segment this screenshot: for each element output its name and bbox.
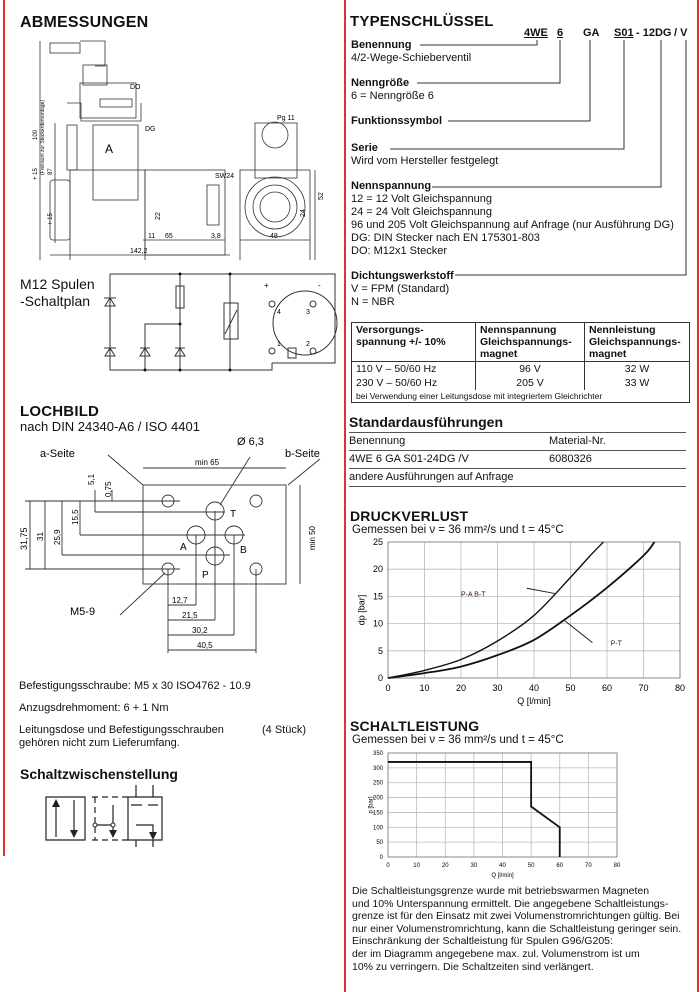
dim-3-8: 3,8 xyxy=(211,233,221,240)
dimensions-drawing xyxy=(15,35,345,260)
series-label-pa-bt: P-A B-T xyxy=(461,591,486,599)
code-voltage: - 12DG xyxy=(636,27,672,39)
code-ga: GA xyxy=(583,27,600,39)
table-row xyxy=(352,376,689,390)
cell: 4WE 6 GA S01-24DG /V xyxy=(349,453,469,465)
intermediate-position-symbol xyxy=(40,785,170,850)
port-a: A xyxy=(180,542,187,553)
diameter-label: Ø 6,3 xyxy=(237,436,264,448)
section-line: 96 und 205 Volt Gleichspannung auf Anfrage (nur Ausführung DG) xyxy=(351,219,674,231)
pin-label-4: 4 xyxy=(277,309,281,316)
delivery-note-line1: Leitungsdose und Befestigungsschrauben xyxy=(19,724,224,736)
header-benennung: Benennung xyxy=(349,435,406,447)
cell: 32 W xyxy=(624,363,650,375)
do-label: DO xyxy=(130,84,141,91)
y-tick-label: 250 xyxy=(372,780,383,787)
x-tick-label: 10 xyxy=(413,863,420,869)
freiraum-label: (Freiraum zur Steckerdemontage) xyxy=(40,99,46,175)
dim-5-1: 5,1 xyxy=(87,473,96,485)
dim-100: 100 xyxy=(33,129,39,140)
pin-label-3: 3 xyxy=(306,309,310,316)
x-axis-label: Q [l/min] xyxy=(517,696,551,706)
dim-15a: + 15 xyxy=(33,168,39,180)
pin-label-2: 2 xyxy=(306,341,310,348)
dim-31: 31 xyxy=(36,532,45,541)
x-tick-label: 60 xyxy=(601,683,613,693)
dim-0-75: 0,75 xyxy=(104,481,113,497)
dim-52: 52 xyxy=(318,192,325,200)
pt-leader-line xyxy=(565,621,592,643)
druckverlust-title: DRUCKVERLUST xyxy=(350,508,469,524)
y-tick-label: 25 xyxy=(372,537,383,547)
typecode-section-funktionssymbol xyxy=(351,115,442,128)
x-tick-label: 70 xyxy=(638,683,649,693)
cell: 205 V xyxy=(476,376,585,390)
header-material: Material-Nr. xyxy=(549,435,606,447)
y-tick-label: 300 xyxy=(372,765,383,772)
lochbild-title: LOCHBILD xyxy=(20,403,100,420)
table-footnote: bei Verwendung einer Leitungsdose mit integriertem Gleichrichter xyxy=(356,391,603,401)
header-nennleistung xyxy=(585,323,690,362)
port-b: B xyxy=(240,545,247,556)
pa-leader-line xyxy=(527,588,556,593)
minus-label: - xyxy=(318,281,321,290)
x-tick-label: 20 xyxy=(441,863,449,869)
schaltplan-title-line1: M12 Spulen xyxy=(20,276,95,292)
druckverlust-condition: Gemessen bei ν = 36 mm²/s und t = 45°C xyxy=(352,524,564,536)
header-line: Nennspannung xyxy=(480,324,557,336)
text-line: Einschränkung der Schaltleistung für Spulen G96/G205: xyxy=(352,935,613,948)
series-line-1 xyxy=(388,542,603,678)
y-tick-label: 20 xyxy=(372,564,383,575)
switching-performance-chart xyxy=(345,745,697,880)
schaltleistung-text xyxy=(352,885,681,973)
x-tick-label: 40 xyxy=(499,863,506,869)
x-tick-label: 0 xyxy=(386,863,390,869)
y-tick-label: 200 xyxy=(372,795,383,802)
code-seal: / V xyxy=(674,27,688,39)
port-t: T xyxy=(230,509,237,520)
header-line: Gleichspannungs- xyxy=(589,336,681,348)
a-seite-label: a-Seite xyxy=(40,448,75,460)
sw-label: SW24 xyxy=(215,173,235,180)
section-line: V = FPM (Standard) xyxy=(351,283,450,295)
dim-48: 48 xyxy=(270,233,278,240)
x-tick-label: 70 xyxy=(585,863,592,869)
schaltplan-title-line2: -Schaltplan xyxy=(20,293,91,309)
section-label: Funktionssymbol xyxy=(351,115,443,127)
cell: 230 V – 50/60 Hz xyxy=(352,376,476,390)
text-line: und 10% Unterspannung ermittelt. Die angegebene Schaltleistungs- xyxy=(352,897,669,910)
y-tick-label: 15 xyxy=(372,591,383,602)
min50-label: min 50 xyxy=(308,525,317,550)
schaltleistung-title: SCHALTLEISTUNG xyxy=(350,718,480,734)
header-versorgung xyxy=(352,323,476,362)
y-tick-label: 0 xyxy=(377,673,383,683)
section-label: Serie xyxy=(351,142,378,154)
standard-table xyxy=(349,432,686,487)
section-line: 6 = Nenngröße 6 xyxy=(351,90,434,102)
screw-note: Befestigungsschraube: M5 x 30 ISO4762 - 10.9 xyxy=(19,680,251,692)
coil-label: A xyxy=(105,142,114,156)
code-6: 6 xyxy=(557,27,564,39)
mounting-pattern-drawing xyxy=(0,435,340,670)
standard-footer-row xyxy=(349,469,686,487)
y-axis-label: p [bar] xyxy=(368,796,375,814)
m5-label: M5-9 xyxy=(70,606,96,618)
x-tick-label: 80 xyxy=(613,863,621,869)
dim-21-5: 21,5 xyxy=(182,611,198,620)
pin-label-1: 1 xyxy=(277,341,281,348)
dg-label: DG xyxy=(145,126,156,133)
cell: 110 V – 50/60 Hz xyxy=(352,362,476,377)
section-label: Nenngröße xyxy=(351,77,410,89)
y-tick-label: 350 xyxy=(372,751,383,757)
min65-label: min 65 xyxy=(195,458,220,467)
pg-label: Pg 11 xyxy=(277,115,295,122)
delivery-note-count: (4 Stück) xyxy=(262,724,307,736)
typecode-section-dichtung xyxy=(351,270,454,309)
y-tick-label: 50 xyxy=(376,840,383,847)
supply-voltage-table xyxy=(351,322,690,403)
right-border xyxy=(697,0,699,992)
typenschluessel-title: TYPENSCHLÜSSEL xyxy=(350,13,494,30)
torque-note: Anzugsdrehmoment: 6 + 1 Nm xyxy=(19,702,169,714)
dim-12-7: 12,7 xyxy=(172,596,188,605)
cell: 6080326 xyxy=(549,453,592,465)
header-nennspannung xyxy=(476,323,585,362)
code-4we: 4WE xyxy=(524,27,548,39)
text-line: nur einer Volumenstromrichtung, kann die Schaltleistung geringer sein. xyxy=(352,922,682,935)
x-tick-label: 20 xyxy=(455,683,467,693)
abmessungen-title: ABMESSUNGEN xyxy=(20,14,149,31)
section-line: Wird vom Hersteller festgelegt xyxy=(351,155,499,167)
dim-142-2: 142,2 xyxy=(130,248,148,255)
section-line: 4/2-Wege-Schieberventil xyxy=(351,52,472,64)
section-line: DG: DIN Stecker nach EN 175301-803 xyxy=(351,232,540,244)
section-label: Dichtungswerkstoff xyxy=(351,270,454,282)
section-line: DO: M12x1 Stecker xyxy=(351,245,447,257)
plus-label: + xyxy=(264,281,269,290)
x-tick-label: 50 xyxy=(565,683,576,693)
delivery-note-line2: gehören nicht zum Lieferumfang. xyxy=(19,737,180,749)
x-tick-label: 60 xyxy=(556,863,564,869)
y-axis-label: dp [bar] xyxy=(356,594,367,626)
dim-31-75: 31,75 xyxy=(19,527,29,550)
table-row xyxy=(349,451,686,469)
y-tick-label: 0 xyxy=(379,855,383,861)
standard-footer: andere Ausführungen auf Anfrage xyxy=(349,471,514,483)
text-line: grenze ist für den Einsatz mit zwei Volumenstromrichtungen gültig. Bei xyxy=(352,910,680,923)
dim-15-5: 15,5 xyxy=(71,509,80,525)
header-line: Versorgungs- xyxy=(356,324,424,336)
y-tick-label: 5 xyxy=(377,645,383,656)
dim-87: 87 xyxy=(48,168,54,175)
text-line: 10% zu verringern. Die Schaltzeiten sind verlängert. xyxy=(352,960,594,973)
typecode-section-nennspannung xyxy=(351,180,674,258)
header-line: Nennleistung xyxy=(589,324,656,336)
section-label: Nennspannung xyxy=(351,180,432,192)
schaltplan-title xyxy=(20,276,95,310)
x-tick-label: 10 xyxy=(419,683,430,693)
header-line: magnet xyxy=(480,348,518,360)
section-line: 12 = 12 Volt Gleichspannung xyxy=(351,193,492,205)
dim-15b: + 15 xyxy=(48,213,54,225)
schaltzwischenstellung-title: Schaltzwischenstellung xyxy=(20,766,178,782)
typecode-section-serie xyxy=(351,142,498,168)
b-seite-label: b-Seite xyxy=(285,448,320,460)
typecode-section-benennung xyxy=(351,39,471,65)
x-tick-label: 40 xyxy=(528,683,540,693)
dim-30-2: 30,2 xyxy=(192,626,208,635)
code-s01: S01 xyxy=(614,27,634,39)
y-tick-label: 150 xyxy=(372,810,383,817)
header-line: magnet xyxy=(589,348,627,360)
lochbild-subtitle: nach DIN 24340-A6 / ISO 4401 xyxy=(20,419,200,434)
x-tick-label: 50 xyxy=(527,863,535,869)
cell: 33 W xyxy=(624,377,650,389)
series-line-2 xyxy=(388,542,654,678)
y-tick-label: 10 xyxy=(372,618,383,629)
circuit-diagram xyxy=(100,268,340,378)
y-tick-label: 100 xyxy=(372,825,383,832)
dim-40-5: 40,5 xyxy=(197,641,213,650)
left-border xyxy=(3,0,5,856)
series-label-pt: P-T xyxy=(610,640,622,648)
header-line: Gleichspannungs- xyxy=(480,336,572,348)
typecode-section-nenngroesse xyxy=(351,77,434,103)
table-row xyxy=(352,362,689,377)
standard-title: Standardausführungen xyxy=(349,414,504,430)
x-axis-label: Q [l/min] xyxy=(491,873,514,879)
x-tick-label: 0 xyxy=(385,683,391,693)
dim-11: 11 xyxy=(148,233,156,240)
schaltleistung-condition: Gemessen bei ν = 36 mm²/s und t = 45°C xyxy=(352,734,564,746)
text-line: Die Schaltleistungsgrenze wurde mit betriebswarmen Magneten xyxy=(352,885,650,897)
x-tick-label: 80 xyxy=(674,683,686,693)
section-label: Benennung xyxy=(351,39,412,51)
dim-22: 22 xyxy=(155,212,162,220)
cell: 96 V xyxy=(476,362,585,377)
standard-header-row xyxy=(349,433,686,451)
dim-25-9: 25,9 xyxy=(53,529,62,545)
x-tick-label: 30 xyxy=(470,863,478,869)
pressure-loss-chart xyxy=(345,535,697,720)
dim-24: 24 xyxy=(300,209,307,217)
header-line: spannung +/- 10% xyxy=(356,336,446,348)
x-tick-label: 30 xyxy=(492,683,503,693)
section-line: N = NBR xyxy=(351,296,395,308)
dim-65: 65 xyxy=(165,233,173,240)
text-line: der im Diagramm angegebene max. zul. Volumenstrom ist um xyxy=(352,947,640,960)
port-p: P xyxy=(202,570,209,581)
section-line: 24 = 24 Volt Gleichspannung xyxy=(351,206,492,218)
